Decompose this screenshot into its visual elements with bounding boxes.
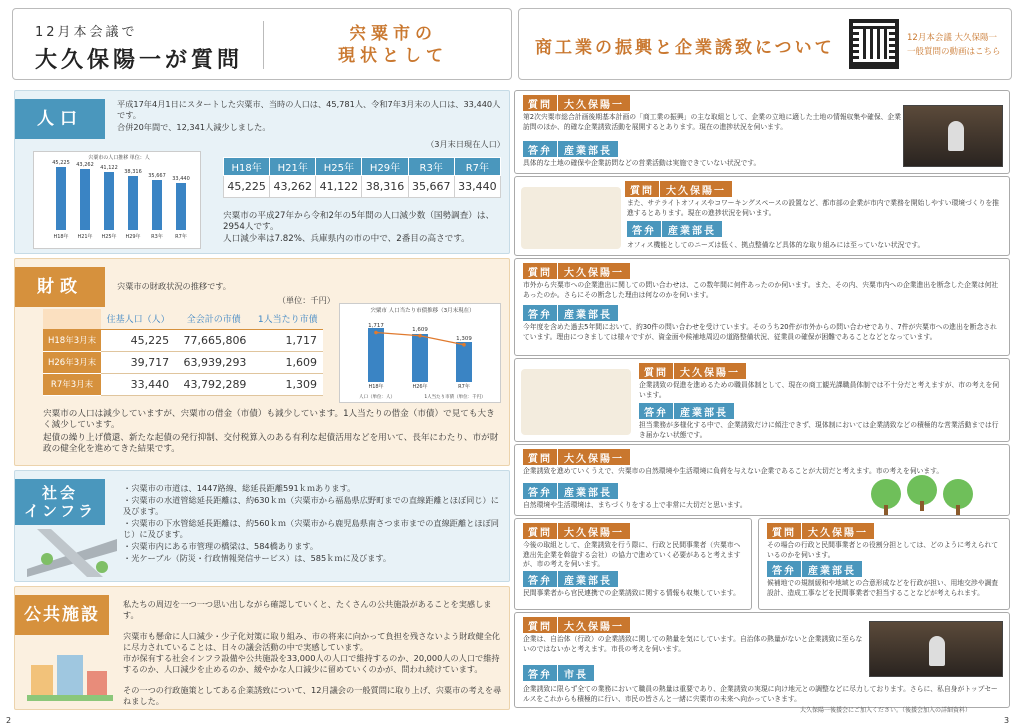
answer-text: 担当業務が多様化する中で、企業誘致だけに傾注できず、現体制においては企業誘致などの積極的な営業活動までは行き届かない状態です。 xyxy=(639,421,999,439)
infra-tag-line2: インフラ xyxy=(23,502,96,520)
answer-name: 産業部長 xyxy=(662,221,722,237)
tree-icon xyxy=(943,479,973,509)
meeting-illustration-icon xyxy=(521,369,631,435)
finance-legend1: 人口（単位：人） xyxy=(359,395,395,400)
population-bar xyxy=(56,167,66,230)
tree-icon xyxy=(907,475,937,505)
infra-item: ・宍粟市の水道管総延長距離は、約630ｋｍ（宍粟市から福島県広野町までの直線距離とほぼ同じ）に及びます。 xyxy=(123,495,499,516)
question-text: 企業誘致を進めていくうえで、宍粟市の自然環境や生活環境に負荷を与えない企業であることが大切だと考えます。市の考えを伺います。 xyxy=(523,467,944,475)
public-tag: 公共施設 xyxy=(15,595,109,635)
infra-list xyxy=(123,483,505,565)
population-bar xyxy=(128,176,138,230)
finance-row-label: H26年3月末 xyxy=(43,351,101,373)
finance-chart-title: 宍粟市 人口当たり市債推移（3月末現在） xyxy=(370,308,475,314)
population-bar-value: 33,440 xyxy=(172,176,190,183)
population-bar-category: H25年 xyxy=(101,234,117,240)
finance-row-label: H18年3月末 xyxy=(43,329,101,351)
population-text4: 人口減少率は7.82%、兵庫県内の市の中で、2番目の高さです。 xyxy=(223,234,470,244)
population-bar xyxy=(152,180,162,230)
public-text1: 私たちの周辺を一つ一つ思い出しながら確認していくと、たくさんの公共施設があることを実感します。 xyxy=(123,599,492,620)
population-bar-category: R7年 xyxy=(175,234,187,240)
qa-block-2 xyxy=(514,176,1010,256)
population-bar-category: H21年 xyxy=(77,234,93,240)
question-text: 企業誘致の促進を進めるための職員体制として、現在の商工観光課職員体制では不十分だと考えますが、市の考えを伺います。 xyxy=(639,381,1000,399)
question-name: 大久保陽一 xyxy=(558,523,630,539)
question-tag xyxy=(625,181,732,197)
finance-chart xyxy=(339,303,501,403)
finance-debt-cell: 63,939,293 xyxy=(175,351,252,373)
question-name: 大久保陽一 xyxy=(558,617,630,633)
finance-tag: 財政 xyxy=(15,267,105,307)
answer-tag xyxy=(523,571,618,587)
population-tag: 人口 xyxy=(15,99,105,139)
header-right-title-line2: 現状として xyxy=(338,46,448,66)
finance-line-point xyxy=(418,334,422,338)
answer-name: 市長 xyxy=(558,665,594,681)
header-right-title xyxy=(283,23,503,67)
qa-block-7 xyxy=(758,518,1010,610)
finance-debt-cell: 77,665,806 xyxy=(175,329,252,351)
finance-bar-category: H18年 xyxy=(368,384,384,390)
council-photo xyxy=(903,105,1003,167)
population-table-header: H18年 xyxy=(224,158,270,176)
population-bar xyxy=(176,183,186,230)
question-tag xyxy=(523,617,630,633)
qr-code-icon[interactable] xyxy=(849,19,899,69)
question-key: 質問 xyxy=(767,523,802,539)
question-name: 大久保陽一 xyxy=(558,95,630,111)
town-illustration-icon xyxy=(27,645,113,701)
header-divider xyxy=(263,21,264,69)
finance-debt-cell: 43,792,289 xyxy=(175,373,252,395)
population-bar xyxy=(104,172,114,230)
population-table-cell: 41,122 xyxy=(316,176,362,198)
population-table-header: R7年 xyxy=(454,158,500,176)
question-key: 質問 xyxy=(523,95,558,111)
finance-bar-category: R7年 xyxy=(458,384,470,390)
finance-pop-cell: 45,225 xyxy=(101,329,175,351)
question-tag xyxy=(523,523,630,539)
qa-block-8 xyxy=(514,612,1010,708)
infra-tag xyxy=(15,479,105,525)
question-key: 質問 xyxy=(523,449,558,465)
finance-table-row xyxy=(43,351,323,373)
population-bar-value: 41,122 xyxy=(100,165,118,172)
question-text: 市外から宍粟市への企業進出に関しての問い合わせは、この数年間に何件あったのか伺います。また、その内、宍粟市内への企業進出を断念した企業は何社あったのか。さらにその断念した理由は何なのかを伺います。 xyxy=(523,281,999,299)
question-tag xyxy=(767,523,874,539)
population-table-header: H29年 xyxy=(362,158,408,176)
answer-name: 産業部長 xyxy=(558,305,618,321)
answer-text: 民間事業者から官民連携での企業誘致に関する情報も収集しています。 xyxy=(523,589,740,597)
tree-icon xyxy=(871,479,901,509)
qr-caption-line2: 一般質問の動画はこちら xyxy=(907,47,1001,57)
answer-tag xyxy=(767,561,862,577)
answer-key: 答弁 xyxy=(767,561,802,577)
question-name: 大久保陽一 xyxy=(558,449,630,465)
finance-per-cell: 1,309 xyxy=(252,373,323,395)
page-number-right: 3 xyxy=(1004,716,1010,725)
answer-tag xyxy=(523,141,618,157)
question-text: 第2次宍粟市総合計画後期基本計画の「商工業の振興」の主な取組として、企業の立地に適した土地の情報収集や確保、企業訪問のほか、的確な企業誘致活動を展開するとあります。現在の進捗状況を伺います。 xyxy=(523,113,902,131)
finance-section xyxy=(14,258,510,466)
question-key: 質問 xyxy=(523,523,558,539)
population-note: （3月末日現在人口） xyxy=(426,139,505,149)
question-name: 大久保陽一 xyxy=(660,181,732,197)
answer-name: 産業部長 xyxy=(558,141,618,157)
answer-tag xyxy=(627,221,722,237)
qa-block-5 xyxy=(514,444,1010,516)
population-table-header: H25年 xyxy=(316,158,362,176)
header-right-title-line1: 宍粟市の xyxy=(349,24,437,44)
finance-line-point xyxy=(462,343,466,347)
population-table-header: R3年 xyxy=(408,158,454,176)
highway-illustration-icon xyxy=(27,529,117,577)
answer-name: 産業部長 xyxy=(558,483,618,499)
finance-table-header: 1人当たり市債 xyxy=(252,309,323,329)
question-name: 大久保陽一 xyxy=(558,263,630,279)
question-text: 企業は、自治体（行政）の企業誘致に関しての熱量を気にしています。自治体の熱量がないと企業誘致に至らないのではないかと考えます。市長の考えを伺います。 xyxy=(523,635,863,653)
answer-name: 産業部長 xyxy=(674,403,734,419)
infra-section xyxy=(14,470,510,582)
answer-name: 産業部長 xyxy=(802,561,862,577)
finance-line-point xyxy=(374,331,378,335)
population-bar-category: H29年 xyxy=(125,234,141,240)
question-name: 大久保陽一 xyxy=(674,363,746,379)
population-bar-value: 38,316 xyxy=(124,169,142,176)
qa-block-6 xyxy=(514,518,752,610)
mayor-photo xyxy=(869,621,1003,677)
infra-item: ・宍粟市の市道は、1447路線、総延長距離591ｋｍあります。 xyxy=(123,483,356,493)
qr-caption xyxy=(907,31,1001,59)
question-key: 質問 xyxy=(625,181,660,197)
answer-key: 答弁 xyxy=(523,305,558,321)
population-bar-value: 35,667 xyxy=(148,173,166,180)
finance-intro: 宍粟市の財政状況の推移です。 xyxy=(117,281,231,291)
header-right xyxy=(518,8,1012,80)
question-key: 質問 xyxy=(639,363,674,379)
question-tag xyxy=(523,449,630,465)
question-text: また、サテライトオフィスやコワーキングスペースの設置など、都市部の企業が市内で業務を開始しやすい環境づくりを推進するとあります。現在の進捗状況を伺います。 xyxy=(627,199,1000,217)
footer-note: 大久保陽一後援会にご加入ください。（後援会加入の詳細資料） xyxy=(800,707,972,714)
answer-tag xyxy=(523,665,594,681)
infra-item: ・宍粟市の下水管総延長距離は、約560ｋｍ（宍粟市から鹿児島県南さつま市までの直線距離とほぼ同じ）に及びます。 xyxy=(123,518,499,539)
population-bar xyxy=(80,169,90,230)
finance-table-header: 住基人口（人） xyxy=(101,309,175,329)
question-text: 今後の取組として、企業誘致を行う際に、行政と民間事業者（宍粟市へ進出先企業を斡旋する会社）の協力で進めていく必要があると考えますが、市の考えを伺います。 xyxy=(523,541,741,568)
population-section xyxy=(14,90,510,254)
header-main-title: 大久保陽一が質問 xyxy=(35,48,244,73)
public-section xyxy=(14,586,510,710)
answer-key: 答弁 xyxy=(523,483,558,499)
topic-title: 商工業の振興と企業誘致について xyxy=(535,38,835,58)
header-subtitle: 12月本会議で xyxy=(35,25,138,40)
answer-tag xyxy=(523,305,618,321)
answer-text: 企業誘致に限らず全ての業務において職員の熱量は重要であり、企業誘致の実現に向け地元との調整などに尽力しております。さらに、私自身がトップセールスをこれからも積極的に行い、市民の皆さんと一緒に宍粟市の未来へ向かっていきます。 xyxy=(523,685,998,703)
finance-text1: 宍粟市の人口は減少していますが、宍粟市の借金（市債）も減少しています。1人当たりの借金（市債）で見ても大きく減少しています。 xyxy=(43,409,495,430)
population-chart xyxy=(33,151,201,249)
answer-text: 自然環境や生活環境は、まちづくりをする上で非常に大切だと思います。 xyxy=(523,501,747,509)
finance-legend2: 1人当たり市債（単位：千円） xyxy=(424,395,486,400)
question-key: 質問 xyxy=(523,617,558,633)
answer-key: 答弁 xyxy=(523,141,558,157)
finance-pop-cell: 39,717 xyxy=(101,351,175,373)
population-table xyxy=(223,157,501,198)
finance-text2: 起債の繰り上げ償還、新たな起債の発行抑制、交付税算入のある有利な起債活用などを用いて、長年にわたり、市が財政の健全化を進めてきた結果です。 xyxy=(43,433,499,454)
population-bar-value: 43,262 xyxy=(76,162,94,169)
answer-text: オフィス機能としてのニーズは低く、拠点整備など具体的な取り組みには至っていない状況です。 xyxy=(627,241,925,249)
answer-key: 答弁 xyxy=(639,403,674,419)
answer-text: 具体的な土地の確保や企業訪問などの営業活動は実施できていない状況です。 xyxy=(523,159,761,167)
qa-block-4 xyxy=(514,358,1010,442)
finance-row-label: R7年3月末 xyxy=(43,373,101,395)
finance-per-cell: 1,717 xyxy=(252,329,323,351)
population-table-cell: 45,225 xyxy=(224,176,270,198)
office-illustration-icon xyxy=(521,187,621,249)
qr-caption-line1: 12月本会議 大久保陽一 xyxy=(907,33,998,43)
finance-table-row xyxy=(43,373,323,395)
question-key: 質問 xyxy=(523,263,558,279)
answer-key: 答弁 xyxy=(523,665,558,681)
population-bar-value: 45,225 xyxy=(52,159,70,166)
finance-per-cell: 1,609 xyxy=(252,351,323,373)
population-chart-title: 宍粟市の人口推移 単位：人 xyxy=(88,155,150,161)
infra-tag-line1: 社会 xyxy=(41,484,78,502)
answer-key: 答弁 xyxy=(523,571,558,587)
page-number-left: 2 xyxy=(6,716,12,725)
population-table-cell: 43,262 xyxy=(270,176,316,198)
infra-item: ・光ケーブル（防災・行政情報発信サービス）は、585ｋｍに及びます。 xyxy=(123,553,392,563)
population-text3: 宍粟市の平成27年から令和2年の5年間の人口減少数（国勢調査）は、2954人です。 xyxy=(223,211,495,232)
answer-text: 今年度を含めた過去5年間において、約30件の問い合わせを受けています。そのうち20件が市外からの問い合わせであり、7件が宍粟市への進出を断念されています。理由につきましては様々ですが、資金面や候補地周辺の道路整備状況、従業員の確保が困難であることなどとなっています。 xyxy=(523,323,997,341)
population-text1: 平成17年4月1日にスタートした宍粟市、当時の人口は、45,781人、令和7年3月末の人口は、33,440人です。 xyxy=(117,99,501,120)
answer-text: 候補地での規制緩和や地域との合意形成などを行政が担い、用地交渉や調査設計、造成工事などを民間事業者で担当することなどが考えられます。 xyxy=(767,579,999,597)
header-left xyxy=(12,8,512,80)
question-tag xyxy=(523,95,630,111)
public-text2: 宍粟市も懸命に人口減少・少子化対策に取り組み、市の将来に向かって負担を残さないよう財政健全化に尽力されていることは、日々の議会活動の中で実感しています。 xyxy=(123,631,501,652)
infra-item: ・宍粟市内にある市管理の橋梁は、584橋あります。 xyxy=(123,541,319,551)
population-table-cell: 38,316 xyxy=(362,176,408,198)
qa-block-1 xyxy=(514,90,1010,174)
question-text: その場合の行政と民間事業者との役割分担としては、どのように考えられているのかを伺います。 xyxy=(767,541,999,559)
qa-block-3 xyxy=(514,258,1010,356)
finance-table-row xyxy=(43,329,323,351)
population-table-cell: 33,440 xyxy=(454,176,500,198)
finance-line xyxy=(340,304,502,404)
finance-line-value: 1,309 xyxy=(456,335,472,342)
answer-name: 産業部長 xyxy=(558,571,618,587)
population-table-header: H21年 xyxy=(270,158,316,176)
finance-pop-cell: 33,440 xyxy=(101,373,175,395)
finance-table xyxy=(43,309,323,396)
public-text4: その一つの行政施策としてある企業誘致について、12月議会の一般質問に取り上げ、宍粟市の考えを尋ねました。 xyxy=(123,685,502,706)
answer-key: 答弁 xyxy=(627,221,662,237)
question-name: 大久保陽一 xyxy=(802,523,874,539)
answer-tag xyxy=(523,483,618,499)
finance-line-value: 1,717 xyxy=(368,323,384,330)
finance-table-header: 全会計の市債 xyxy=(175,309,252,329)
finance-bar-category: H26年 xyxy=(412,384,428,390)
population-bar-category: H18年 xyxy=(53,234,69,240)
population-table-cell: 35,667 xyxy=(408,176,454,198)
population-bar-category: R3年 xyxy=(151,234,163,240)
question-tag xyxy=(639,363,746,379)
question-tag xyxy=(523,263,630,279)
public-text3: 市が保有する社会インフラ設備や公共施設を33,000人の人口で維持するのか、20,000人の人口で維持するのか、人口減少を止めるのか、緩やかな人口減少に留めていくのかが、問われ続けています。 xyxy=(123,653,500,674)
answer-tag xyxy=(639,403,734,419)
finance-unit: （単位：千円） xyxy=(277,295,335,305)
population-text2: 合併20年間で、12,341人減少しました。 xyxy=(117,122,271,132)
finance-line-value: 1,609 xyxy=(412,326,428,333)
